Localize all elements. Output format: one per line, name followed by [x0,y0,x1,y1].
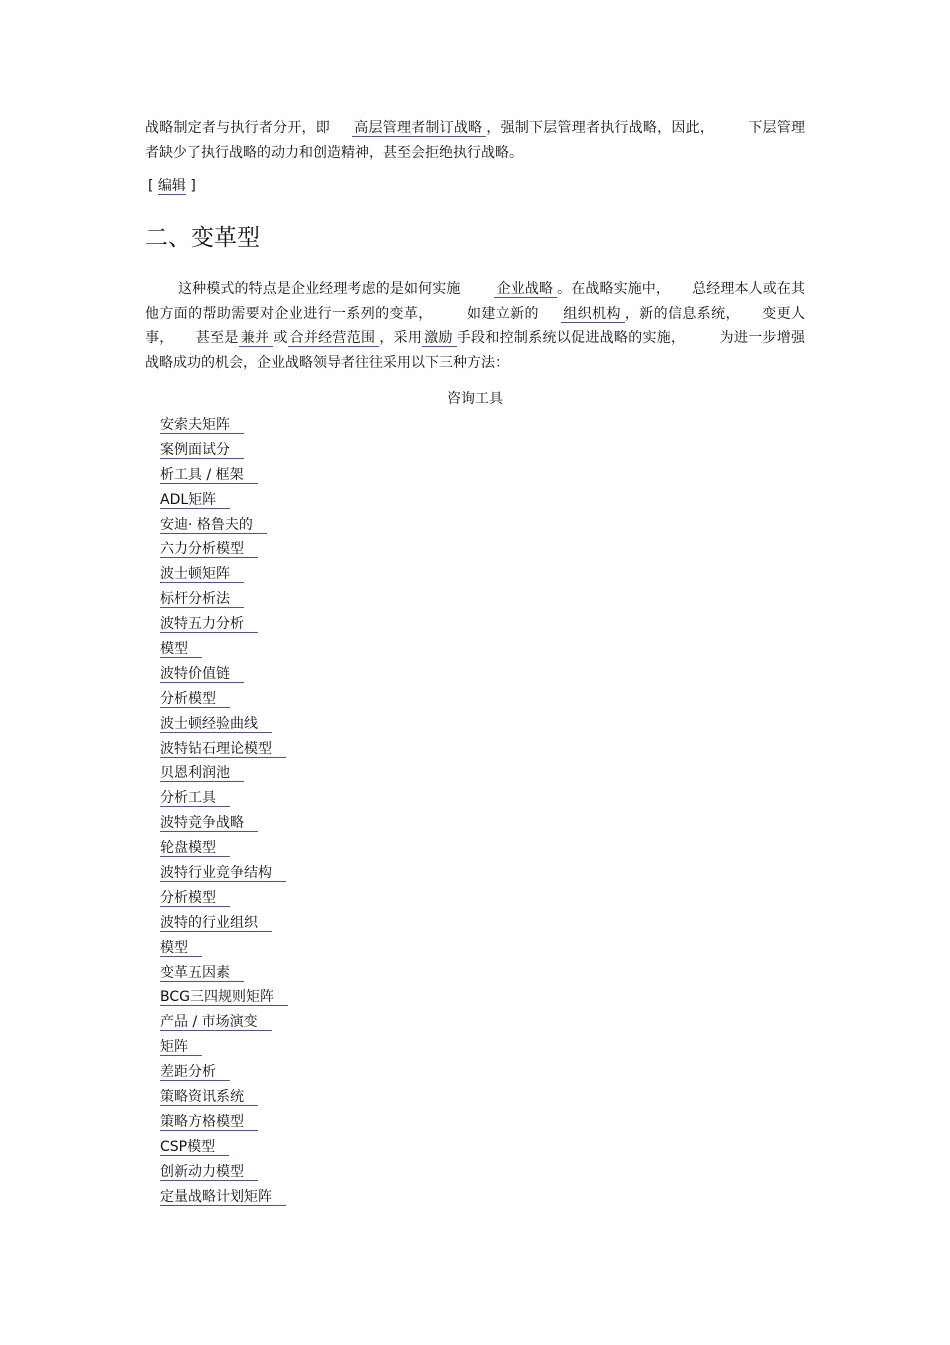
tools-title: 咨询工具 [447,391,503,407]
edit-section-link [148,175,805,197]
link-incentive[interactable]: 激励 [422,330,457,347]
tool-link[interactable]: 标杆分析法 [160,591,244,608]
list-item [160,1085,805,1110]
tool-link[interactable]: 波特价值链 [160,666,244,683]
section-text-2: 。在战略实施中， [557,281,671,297]
section-text-4: 如建立新的 [466,305,539,322]
list-item [160,1135,805,1160]
tool-link[interactable]: ADL矩阵 [160,492,230,509]
tool-link[interactable]: 波特行业竞争结构 [160,865,286,882]
tool-link[interactable]: 策略资讯系统 [160,1089,258,1106]
list-item [160,1110,805,1135]
tools-list [160,413,805,1210]
list-item [160,737,805,762]
list-item [160,761,805,786]
tool-link[interactable]: 波士顿矩阵 [160,566,244,583]
tool-link[interactable]: 模型 [160,940,202,957]
list-item [160,612,805,637]
tool-link[interactable]: 波特钻石理论模型 [160,741,286,758]
section-paragraph [145,277,805,375]
list-item [160,562,805,587]
tool-link[interactable]: 策略方格模型 [160,1114,258,1131]
list-item [160,438,805,463]
tool-link[interactable]: 差距分析 [160,1064,230,1081]
list-item [160,1160,805,1185]
list-item [160,413,805,438]
list-item [160,513,805,538]
list-item [160,886,805,911]
edit-bracket-open: [ [148,178,158,194]
link-senior-management[interactable]: 高层管理者制订战略 [352,120,486,137]
tool-link[interactable]: 产品 / 市场演变 [160,1014,272,1031]
list-item [160,662,805,687]
tool-link[interactable]: 六力分析模型 [160,541,258,558]
tool-link[interactable]: 波特五力分析 [160,616,258,633]
intro-text-3: 下层管理者缺少了执行战略的动力和创造精神，甚至会拒绝执行战略。 [145,120,806,161]
tool-link[interactable]: 贝恩利润池 [160,765,244,782]
section-text-6: 变更人事， [145,305,806,346]
tool-link[interactable]: BCG三四规则矩阵 [160,989,288,1006]
link-org-structure[interactable]: 组织机构 [561,306,625,323]
list-item [160,985,805,1010]
tool-link[interactable]: 波特竞争战略 [160,815,258,832]
tool-link[interactable]: 安迪· 格鲁夫的 [160,517,267,534]
tool-link[interactable]: 安索夫矩阵 [160,417,244,434]
tool-link[interactable]: 波士顿经验曲线 [160,716,272,733]
edit-bracket-close: ] [185,178,196,194]
section-text-9: ，采用 [379,330,423,346]
document-page [145,116,805,1210]
list-item [160,488,805,513]
list-item [160,1010,805,1035]
tool-link[interactable]: 波特的行业组织 [160,915,272,932]
tool-link[interactable]: 模型 [160,641,202,658]
list-item [160,1185,805,1210]
intro-text-2: ，强制下层管理者执行战略，因此， [486,120,715,136]
tool-link[interactable]: CSP模型 [160,1139,229,1156]
list-item [160,811,805,836]
list-item [160,1035,805,1060]
tool-link[interactable]: 析工具 / 框架 [160,467,258,484]
intro-text-1: 战略制定者与执行者分开，即 [145,120,331,136]
link-corporate-strategy[interactable]: 企业战略 [494,281,557,298]
list-item [160,961,805,986]
list-item [160,911,805,936]
list-item [160,836,805,861]
list-item [160,861,805,886]
section-text-3: 总经理本人或在其他方面的帮助需要对企业进行一系列的变革， [145,281,806,322]
intro-paragraph [145,116,805,165]
tool-link[interactable]: 变革五因素 [160,965,244,982]
tool-link[interactable]: 矩阵 [160,1039,202,1056]
link-merger[interactable]: 兼并 [239,330,274,347]
list-item [160,537,805,562]
section-text-11: 为进一步增强战略成功的机会，企业战略领导者往往采用以下三种方法： [145,330,806,371]
list-item [160,637,805,662]
list-item [160,1060,805,1085]
section-text-7: 甚至是 [195,330,239,346]
section-text-8: 或 [273,330,288,346]
section-text-1: 这种模式的特点是企业经理考虑的是如何实施 [178,281,461,297]
tool-link[interactable]: 案例面试分 [160,442,244,459]
list-item [160,463,805,488]
tool-link[interactable]: 分析模型 [160,890,230,907]
tool-link[interactable]: 分析工具 [160,790,230,807]
section-text-5: ，新的信息系统， [624,305,740,322]
list-item [160,936,805,961]
section-text-10: 手段和控制系统以促进战略的实施， [456,330,686,346]
tool-link[interactable]: 创新动力模型 [160,1164,258,1181]
link-merge-scope[interactable]: 合并经营范围 [288,330,380,347]
tool-link[interactable]: 轮盘模型 [160,840,230,857]
section-heading: 二、变革型 [145,225,260,251]
list-item [160,786,805,811]
list-item [160,712,805,737]
list-item [160,687,805,712]
list-item [160,587,805,612]
edit-link[interactable]: 编辑 [157,178,186,194]
tool-link[interactable]: 分析模型 [160,691,230,708]
tool-link[interactable]: 定量战略计划矩阵 [160,1189,286,1206]
